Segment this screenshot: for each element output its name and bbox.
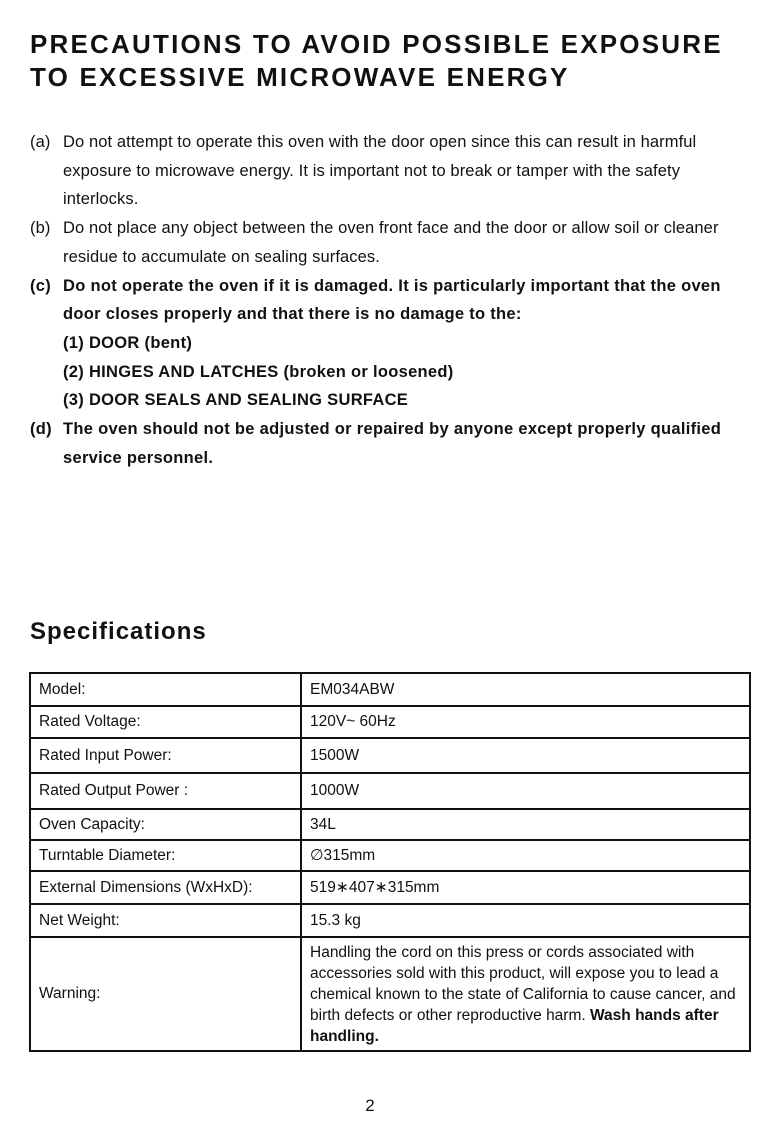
spec-label: Model:: [30, 673, 301, 706]
spec-value: 1500W: [301, 738, 750, 773]
damage-subitem: (2) HINGES AND LATCHES (broken or loosened): [63, 362, 454, 381]
warning-text: Handling the cord on this press or cords associated with accessories sold with this product, will expose you to lead a chemical known to the state of California to cause cancer, and birth defects or other reproductive harm.: [310, 944, 736, 1024]
spec-row-warning: [30, 937, 750, 1051]
precaution-text: The oven should not be adjusted or repaired by anyone except properly qualified service personnel.: [63, 420, 722, 467]
spec-value: 120V~ 60Hz: [301, 706, 750, 738]
page-title: [30, 28, 770, 94]
precaution-item: [30, 272, 750, 416]
title-line-2: TO EXCESSIVE MICROWAVE ENERGY: [30, 62, 570, 92]
spec-label: Rated Input Power:: [30, 738, 301, 773]
spec-label: Rated Voltage:: [30, 706, 301, 738]
spec-row: [30, 738, 750, 773]
precaution-text: Do not place any object between the oven front face and the door or allow soil or cleaner residue to accumulate on sealing surfaces.: [63, 219, 719, 266]
specifications-table: [29, 672, 751, 1052]
spec-value: 1000W: [301, 773, 750, 809]
page-number: 2: [365, 1096, 375, 1115]
spec-label: Net Weight:: [30, 904, 301, 937]
warning-label: Warning:: [30, 937, 301, 1051]
damage-subitem: (3) DOOR SEALS AND SEALING SURFACE: [63, 391, 409, 410]
spec-label: Rated Output Power :: [30, 773, 301, 809]
spec-value: EM034ABW: [301, 673, 750, 706]
damage-sublist: [63, 329, 750, 415]
precaution-item: [30, 214, 750, 271]
precaution-text: Do not attempt to operate this oven with the door open since this can result in harmful exposure to microwave energy. It is important not to break or tamper with the safety interlocks.: [63, 133, 697, 209]
spec-value: ∅315mm: [301, 840, 750, 871]
precaution-marker: (d): [30, 420, 52, 439]
precaution-item: [30, 415, 750, 472]
spec-label: Turntable Diameter:: [30, 840, 301, 871]
damage-subitem: (1) DOOR (bent): [63, 333, 193, 352]
spec-label: Oven Capacity:: [30, 809, 301, 840]
spec-value: 34L: [301, 809, 750, 840]
warning-emphasis: Wash hands after handling.: [310, 1007, 719, 1045]
title-line-1: PRECAUTIONS TO AVOID POSSIBLE EXPOSURE: [30, 29, 723, 59]
warning-cell: [301, 937, 750, 1051]
spec-value: 519∗407∗315mm: [301, 871, 750, 904]
spec-row: [30, 809, 750, 840]
spec-value: 15.3 kg: [301, 904, 750, 937]
precaution-marker: (c): [30, 276, 52, 295]
precaution-marker: (b): [30, 219, 51, 238]
specifications-heading: Specifications: [30, 618, 207, 645]
precaution-text: Do not operate the oven if it is damaged. It is particularly important that the oven door closes properly and that there is no damage to the:: [63, 276, 721, 324]
spec-row: [30, 706, 750, 738]
spec-row: [30, 871, 750, 904]
spec-label: External Dimensions (WxHxD):: [30, 871, 301, 904]
precautions-list: [30, 128, 750, 472]
precaution-item: [30, 128, 750, 214]
spec-row: [30, 673, 750, 706]
spec-row: [30, 904, 750, 937]
spec-row: [30, 840, 750, 871]
precaution-marker: (a): [30, 133, 51, 151]
spec-row: [30, 773, 750, 809]
